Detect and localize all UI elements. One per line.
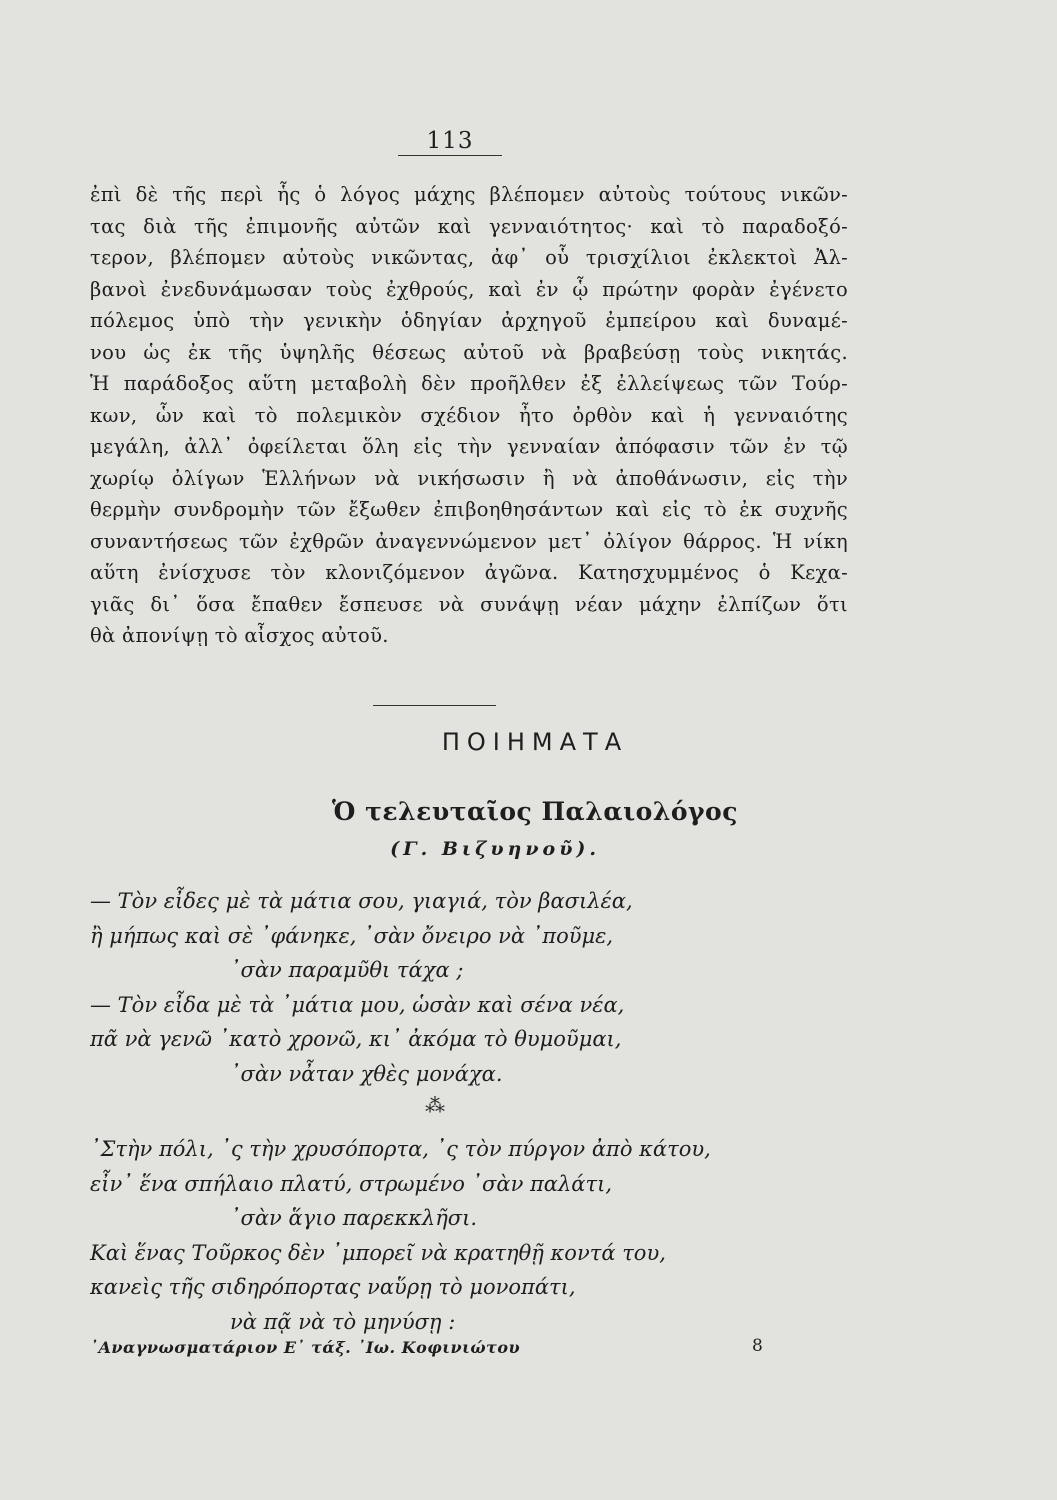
- prose-line: τας διὰ τῆς ἐπιμονῆς αὐτῶν καὶ γενναιότητος· καὶ τὸ παραδοξό-: [90, 214, 848, 238]
- verse-line: εἶν᾽ ἕνα σπήλαιο πλατύ, στρωμένο ᾽σὰν παλάτι,: [90, 1171, 613, 1196]
- poem-title: Ὁ τελευταῖος Παλαιολόγος: [332, 797, 738, 826]
- prose-paragraph: [90, 179, 848, 652]
- verse-line: ἢ μήπως καὶ σὲ ᾽φάνηκε, ᾽σὰν ὄνειρο νὰ ᾽ποῦμε,: [90, 923, 614, 948]
- footer-signature-mark: 8: [752, 1336, 763, 1356]
- poem-stanza-1: [90, 884, 790, 1091]
- section-divider-rule: [373, 705, 496, 706]
- page-number: 113: [426, 128, 474, 154]
- section-heading: ΠΟΙΗΜΑΤΑ: [441, 728, 629, 756]
- prose-line: θὰ ἀπονίψῃ τὸ αἶσχος αὐτοῦ.: [90, 624, 389, 647]
- prose-line: βανοὶ ἐνεδυνάμωσαν τοὺς ἐχθρούς, καὶ ἐν ᾧ πρώτην φορὰν ἐγένετο: [90, 277, 848, 301]
- verse-line: — Τὸν εἶδες μὲ τὰ μάτια σου, γιαγιά, τὸν βασιλέα,: [90, 889, 633, 913]
- verse-line: Καὶ ἕνας Τοῦρκος δὲν ᾽μπορεῖ νὰ κρατηθῇ κοντά του,: [90, 1240, 666, 1265]
- prose-line: αὕτη ἐνίσχυσε τὸν κλονιζόμενον ἀγῶνα. Κατησχυμμένος ὁ Κεχα-: [90, 561, 848, 584]
- prose-line: μεγάλη, ἀλλ᾽ ὀφείλεται ὅλη εἰς τὴν γενναίαν ἀπόφασιν τῶν ἐν τῷ: [90, 435, 848, 458]
- prose-line: κων, ὧν καὶ τὸ πολεμικὸν σχέδιον ἦτο ὀρθὸν καὶ ἡ γενναιότης: [90, 403, 848, 427]
- prose-line: γιᾶς δι᾽ ὅσα ἔπαθεν ἔσπευσε νὰ συνάψῃ νέαν μάχην ἐλπίζων ὅτι: [90, 592, 848, 616]
- verse-line: νὰ πᾷ νὰ τὸ μηνύσῃ :: [230, 1309, 456, 1334]
- prose-line: πόλεμος ὑπὸ τὴν γενικὴν ὁδηγίαν ἀρχηγοῦ ἐμπείρου καὶ δυναμέ-: [90, 309, 848, 332]
- prose-line: συναντήσεως τῶν ἐχθρῶν ἀναγεννώμενον μετ᾽ ὀλίγον θάρρος. Ἡ νίκη: [90, 529, 848, 553]
- verse-line: ᾽σὰν ἅγιο παρεκκλῆσι.: [230, 1206, 478, 1230]
- poem-author: (Γ. Βιζυηνοῦ).: [390, 838, 600, 860]
- verse-line: ᾽σὰν νἆταν χθὲς μονάχα.: [230, 1061, 503, 1086]
- stanza-separator-ornament: ⁂: [425, 1093, 445, 1117]
- prose-line: θερμὴν συνδρομὴν τῶν ἔξωθεν ἐπιβοηθησάντων καὶ εἰς τὸ ἐκ συχνῆς: [90, 498, 848, 521]
- verse-line: κανεὶς τῆς σιδηρόπορτας ναὕρῃ τὸ μονοπάτι,: [90, 1275, 576, 1299]
- verse-line: ᾽Στὴν πόλι, ᾽ς τὴν χρυσόπορτα, ᾽ς τὸν πύργον ἀπὸ κάτου,: [90, 1137, 711, 1161]
- prose-line: τερον, βλέπομεν αὐτοὺς νικῶντας, ἀφ᾽ οὗ τρισχίλιοι ἐκλεκτοὶ Ἀλ-: [90, 246, 848, 269]
- page-number-rule: [398, 155, 502, 156]
- prose-line: χωρίῳ ὀλίγων Ἑλλήνων νὰ νικήσωσιν ἢ νὰ ἀποθάνωσιν, εἰς τὴν: [90, 466, 848, 490]
- footer-book-title: ᾽Αναγνωσματάριον Ε᾽ τάξ. ᾽Ιω. Κοφινιώτου: [90, 1338, 521, 1357]
- verse-line: ᾽σὰν παραμῦθι τάχα ;: [230, 958, 464, 982]
- verse-line: — Τὸν εἶδα μὲ τὰ ᾽μάτια μου, ὡσὰν καὶ σένα νέα,: [90, 992, 625, 1017]
- prose-line: ἐπὶ δὲ τῆς περὶ ἧς ὁ λόγος μάχης βλέπομεν αὐτοὺς τούτους νικῶν-: [90, 183, 848, 206]
- prose-line: Ἡ παράδοξος αὕτη μεταβολὴ δὲν προῆλθεν ἐξ ἐλλείψεως τῶν Τούρ-: [90, 372, 848, 395]
- verse-line: πᾶ νὰ γενῶ ᾽κατὸ χρονῶ, κι᾽ ἀκόμα τὸ θυμοῦμαι,: [90, 1027, 622, 1051]
- poem-stanza-2: [90, 1132, 790, 1339]
- prose-line: νου ὡς ἐκ τῆς ὑψηλῆς θέσεως αὐτοῦ νὰ βραβεύσῃ τοὺς νικητάς.: [90, 340, 848, 364]
